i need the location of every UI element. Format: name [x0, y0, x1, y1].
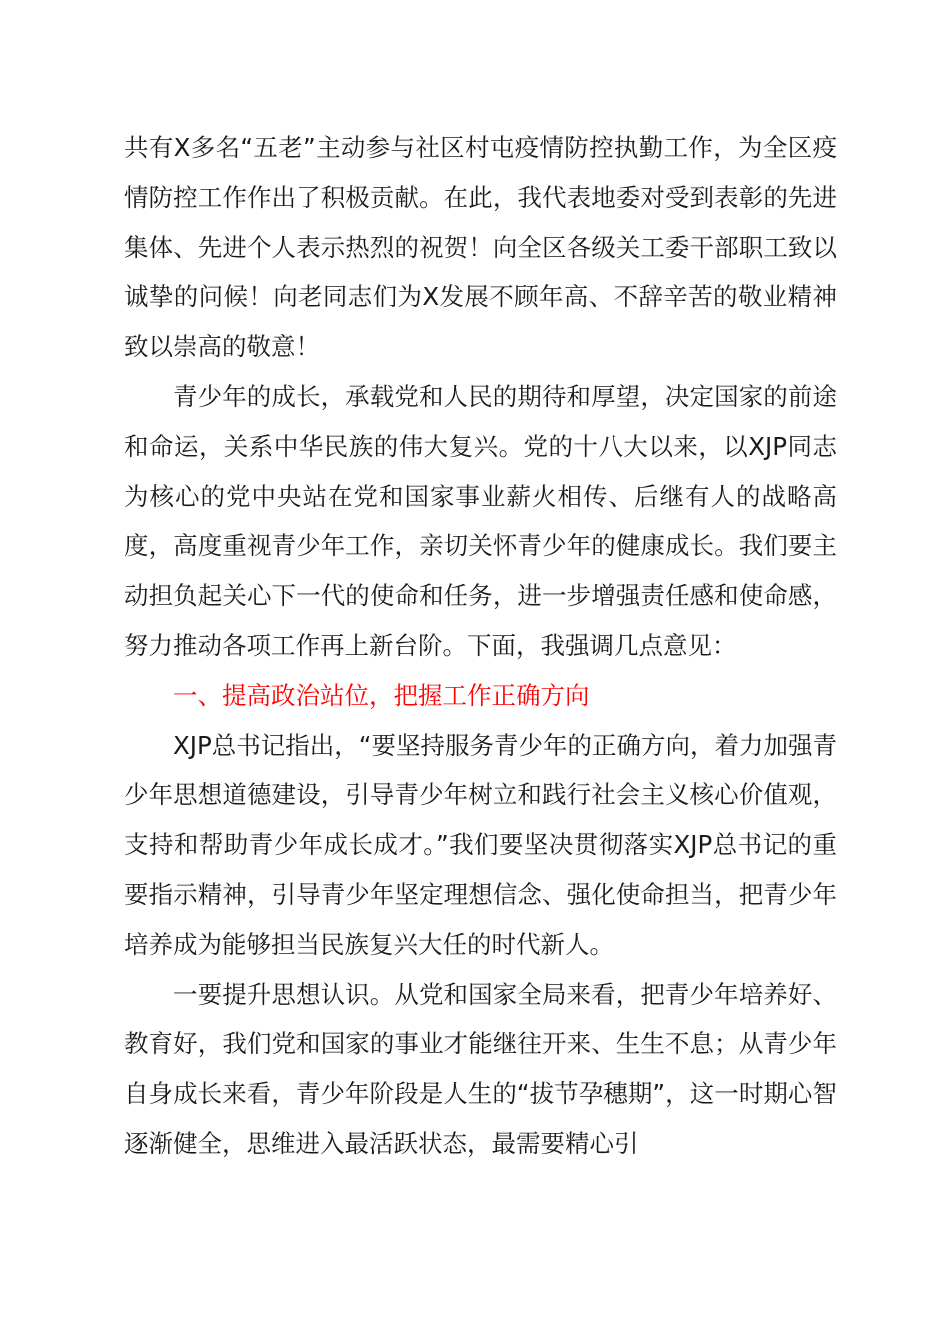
paragraph-raise-awareness: 一要提升思想认识。从党和国家全局来看，把青少年培养好、教育好，我们党和国家的事业才能继往开来、生生不息；从青少年自身成长来看，青少年阶段是人生的“拔节孕穗期”，这一时期心智逐渐健全，思维进入最活跃状态，最需要精心引: [124, 979, 837, 1158]
paragraph-xjp-quote: XJP总书记指出，“要坚持服务青少年的正确方向，着力加强青少年思想道德建设，引导青少年树立和践行社会主义核心价值观，支持和帮助青少年成长成才。”我们要坚决贯彻落实XJP总书记的重要指示精神，引导青少年坚定理想信念、强化使命担当，把青少年培养成为能够担当民族复兴大任的时代新人。: [124, 730, 837, 959]
paragraph-commendation: 共有X多名“五老”主动参与社区村屯疫情防控执勤工作，为全区疫情防控工作作出了积极贡献。在此，我代表地委对受到表彰的先进集体、先进个人表示热烈的祝贺！向全区各级关工委干部职工致以诚挚的问候！向老同志们为X发展不顾年高、不辞辛苦的敬业精神致以崇高的敬意！: [124, 133, 837, 362]
paragraph-youth-growth: 青少年的成长，承载党和人民的期待和厚望，决定国家的前途和命运，关系中华民族的伟大复兴。党的十八大以来，以XJP同志为核心的党中央站在党和国家事业薪火相传、后继有人的战略高度，高度重视青少年工作，亲切关怀青少年的健康成长。我们要主动担负起关心下一代的使命和任务，进一步增强责任感和使命感，努力推动各项工作再上新台阶。下面，我强调几点意见：: [124, 381, 837, 660]
section-heading-1: 一、提高政治站位，把握工作正确方向: [173, 680, 590, 710]
document-body: [124, 123, 837, 1169]
